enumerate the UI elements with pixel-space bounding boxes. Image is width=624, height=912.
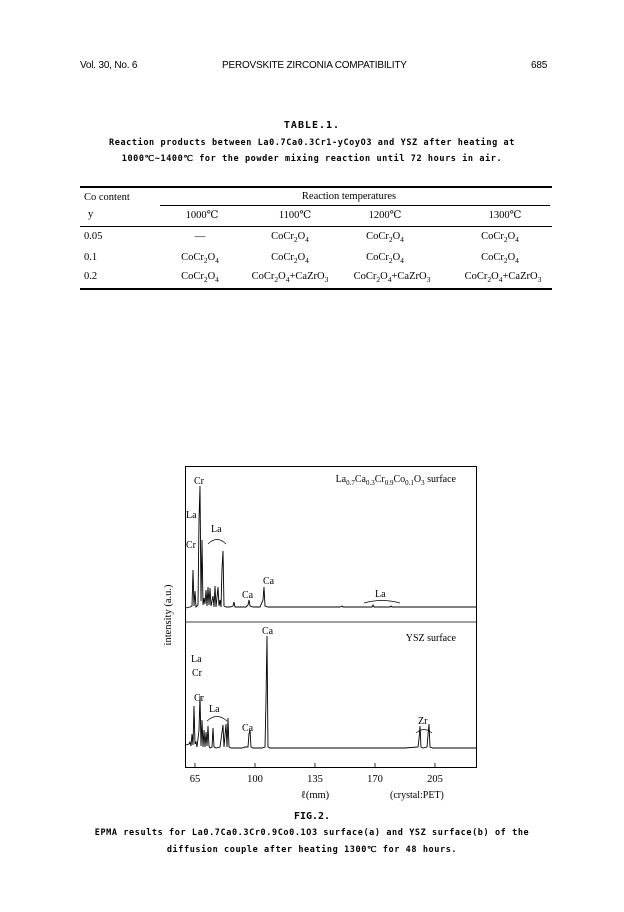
x-tick-label: 170 [367, 774, 383, 785]
table-caption-line2: 1000℃~1400℃ for the powder mixing reaction until 72 hours in air. [121, 154, 503, 164]
temp-header-1100: 1100℃ [278, 210, 312, 221]
figure-caption-line2: diffusion couple after heating 1300℃ for 48 hours. [166, 845, 458, 855]
panel-bottom-title: YSZ surface [405, 633, 456, 644]
table-cell: $CoCr_2O_4$ [271, 252, 309, 266]
peak-label: Ca [262, 626, 274, 637]
table-cell: — [194, 231, 206, 242]
table-cell: $CoCr_2O_4$ [271, 231, 309, 245]
table-top-rule [80, 186, 552, 188]
x-tick-label: 100 [247, 774, 263, 785]
peak-label: Cr [194, 693, 204, 704]
temp-header-1200: 1200℃ [368, 210, 402, 221]
table-cell: $CoCr_2O_4$ [481, 231, 519, 245]
row-y: 0.05 [84, 231, 103, 242]
peak-label: La [186, 510, 197, 521]
peak-bracket [207, 717, 227, 722]
table-cell: $CoCr_2O_4+CaZrO_3$ [251, 271, 329, 285]
group-header-rule [160, 205, 550, 206]
spectrum-bottom [186, 636, 476, 748]
table-cell: $CoCr_2O_4$ [481, 252, 519, 266]
table-cell: $CoCr_2O_4$ [181, 271, 219, 285]
col0-header-top: Co content [84, 192, 130, 203]
table-caption-line1: Reaction products between La0.7Ca0.3Cr1-yCoyO3 and YSZ after heating at [109, 138, 515, 148]
peak-label: Ca [263, 576, 275, 587]
peak-label: Ca [242, 723, 254, 734]
epma-figure [150, 460, 490, 805]
group-header: Reaction temperatures [301, 191, 397, 202]
peak-label: La [191, 654, 202, 665]
peak-label: Ca [242, 590, 254, 601]
table-cell: $CoCr_2O_4$ [366, 231, 404, 245]
peak-bracket [208, 540, 226, 545]
page-number: 685 [531, 60, 548, 71]
peak-bracket [364, 601, 400, 604]
x-axis-label: ℓ(mm) [300, 790, 330, 801]
table-title: TABLE.1. [283, 120, 341, 131]
panel-top-title: $La_{0.7}Ca_{0.3}Cr_{0.9}Co_{0.1}O_3$ surface [335, 474, 456, 487]
row-y: 0.1 [84, 252, 98, 263]
table-bottom-rule [80, 288, 552, 290]
crystal-note: (crystal:PET) [390, 790, 444, 801]
y-axis-label: intensity (a.u.) [163, 584, 174, 646]
x-tick-label: 65 [189, 774, 201, 785]
table-header-rule [80, 226, 552, 227]
volume-label: Vol. 30, No. 6 [80, 60, 138, 71]
row-y: 0.2 [84, 271, 98, 282]
peak-label: Cr [194, 476, 204, 487]
table-cell: $CoCr_2O_4+CaZrO_3$ [464, 271, 542, 285]
figure-caption-line1: EPMA results for La0.7Ca0.3Cr0.9Co0.1O3 surface(a) and YSZ surface(b) of the [94, 828, 530, 838]
table-cell: $CoCr_2O_4$ [181, 252, 219, 266]
running-title: PEROVSKITE ZIRCONIA COMPATIBILITY [222, 60, 407, 71]
x-tick-marks [195, 763, 435, 767]
x-tick-label: 135 [307, 774, 323, 785]
table-cell: $CoCr_2O_4+CaZrO_3$ [353, 271, 431, 285]
table-cell: $CoCr_2O_4$ [366, 252, 404, 266]
temp-header-1300: 1300℃ [488, 210, 522, 221]
spectrum-top [186, 486, 476, 608]
peak-label: La [375, 589, 386, 600]
col0-header-bottom: y [88, 209, 94, 220]
x-tick-label: 205 [427, 774, 443, 785]
peak-label: Cr [186, 540, 196, 551]
peak-label: La [209, 704, 220, 715]
figure-title: FIG.2. [293, 811, 331, 822]
plot-frame [186, 467, 477, 768]
peak-label: Zr [418, 716, 428, 727]
peak-label: La [211, 524, 222, 535]
peak-label: Cr [192, 668, 202, 679]
temp-header-1000: 1000℃ [185, 210, 219, 221]
